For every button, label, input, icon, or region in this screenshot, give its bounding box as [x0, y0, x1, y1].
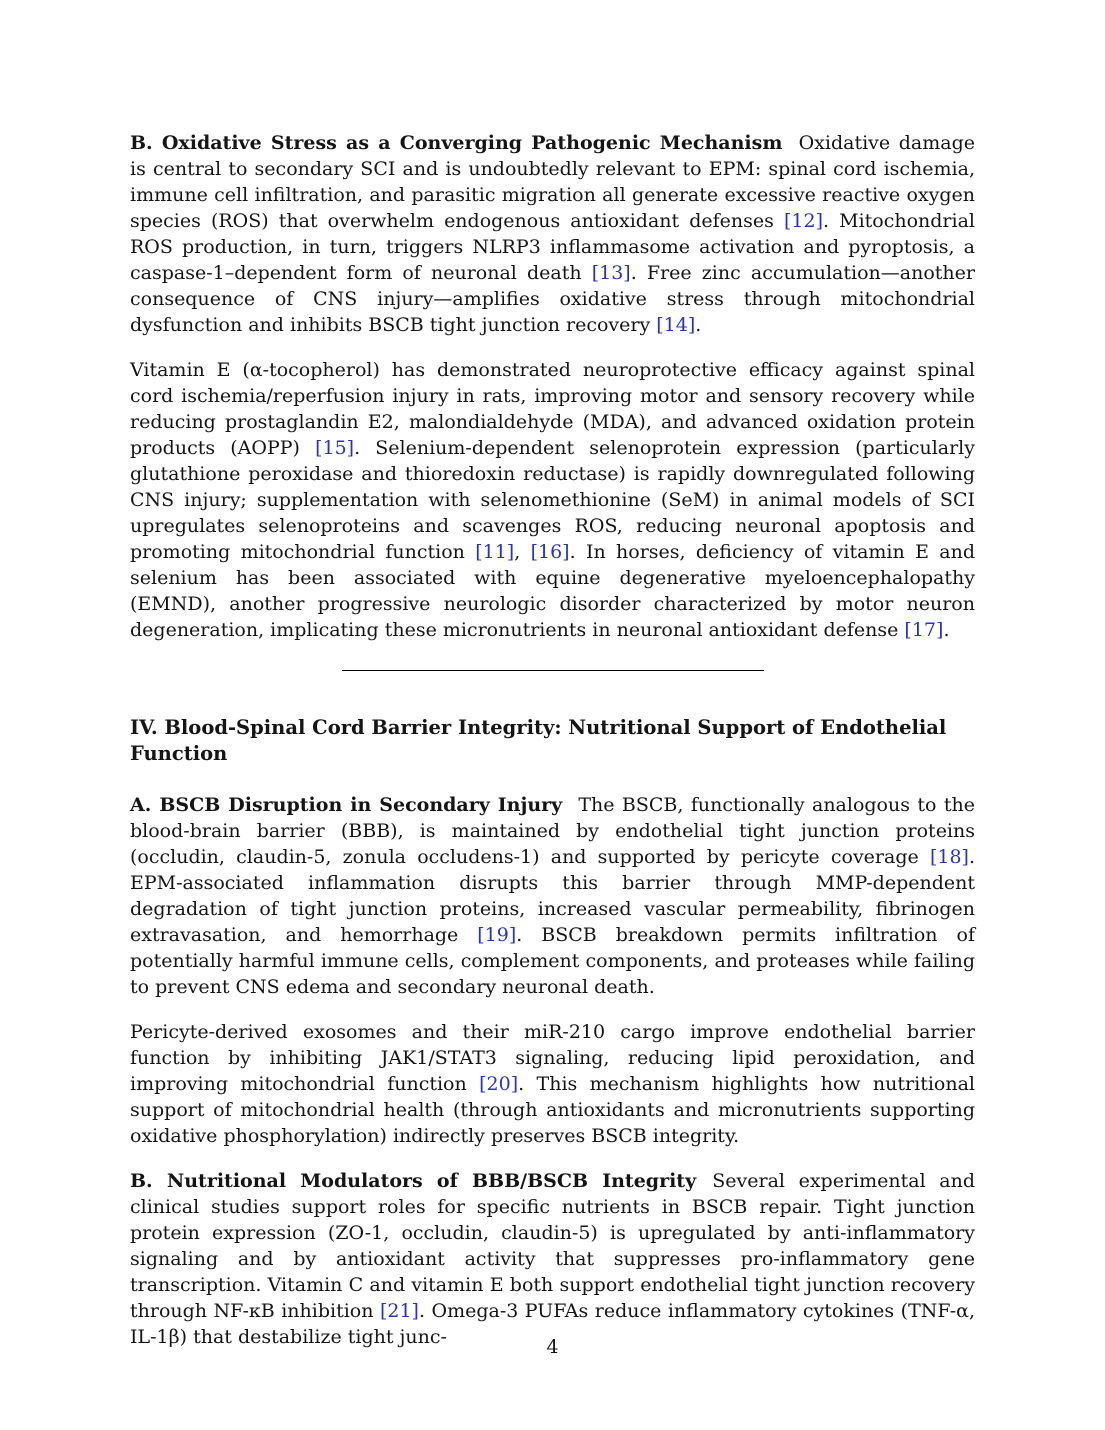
body-text: . This mechanism highlights how nutritional support of mitochondrial health (through antioxidants and micronutrients supporting oxidative phosphorylation) indirectly preserves BSCB integrity.	[130, 1073, 975, 1147]
body-text: . EPM-associated inflammation disrupts this barrier through MMP-dependent degradation of tight junction proteins, increased vascular permeability, fibrinogen extravasation, and hemorrhage	[130, 846, 975, 946]
citation-link-12[interactable]: [12]	[783, 210, 823, 232]
text-column	[130, 130, 975, 1350]
paragraph-bscb-disruption	[130, 792, 975, 1000]
citation-link-14[interactable]: [14]	[656, 314, 696, 336]
body-text: ,	[514, 541, 531, 563]
body-text: . BSCB breakdown permits infiltration of potentially harmful immune cells, complement components, and proteases while failing to prevent CNS edema and secondary neuronal death.	[130, 924, 975, 998]
run-in-heading-nutritional-modulators: B. Nutritional Modulators of BBB/BSCB Integrity	[130, 1170, 697, 1192]
citation-link-19[interactable]: [19]	[477, 924, 517, 946]
run-in-heading-bscb-disruption: A. BSCB Disruption in Secondary Injury	[130, 794, 563, 816]
page-number: 4	[546, 1336, 559, 1358]
body-text: . Free zinc accumulation—another consequence of CNS injury—amplifies oxidative stress through mitochondrial dysfunction and inhibits BSCB tight junction recovery	[130, 262, 975, 336]
paragraph-vitamin-e-selenium	[130, 357, 975, 643]
citation-link-21[interactable]: [21]	[379, 1300, 419, 1322]
paragraph-nutritional-modulators	[130, 1168, 975, 1350]
body-text: . In horses, deficiency of vitamin E and selenium has been associated with equine degenerative myeloencephalopathy (EMND), another progressive neurologic disorder characterized by motor neuron degeneration, implicating these micronutrients in neuronal antioxidant defense	[130, 541, 975, 641]
body-text: Pericyte-derived exosomes and their miR-210 cargo improve endothelial barrier function by inhibiting JAK1/STAT3 signaling, reducing lipid peroxidation, and improving mitochondrial function	[130, 1021, 975, 1095]
citation-link-16[interactable]: [16]	[530, 541, 570, 563]
body-text: .	[695, 314, 702, 336]
citation-link-11[interactable]: [11]	[475, 541, 515, 563]
body-text: The BSCB, functionally analogous to the blood-brain barrier (BBB), is maintained by endothelial tight junction proteins (occludin, claudin-5, zonula occludens-1) and supported by pericyte coverage	[130, 794, 975, 868]
citation-link-18[interactable]: [18]	[929, 846, 969, 868]
section-heading-iv: IV. Blood-Spinal Cord Barrier Integrity: Nutritional Support of Endothelial Function	[130, 716, 947, 765]
body-text: . Mitochondrial ROS production, in turn, triggers NLRP3 inflammasome activation and pyroptosis, a caspase-1–dependent form of neuronal death	[130, 210, 975, 284]
citation-link-20[interactable]: [20]	[479, 1073, 519, 1095]
body-text: .	[943, 619, 950, 641]
citation-link-13[interactable]: [13]	[591, 262, 631, 284]
body-text: Oxidative damage is central to secondary SCI and is undoubtedly relevant to EPM: spinal cord ischemia, immune cell infiltration, and parasitic migration all generate excessive reactive oxygen species (ROS) that overwhelm endogenous antioxidant defenses	[130, 132, 975, 232]
citation-link-17[interactable]: [17]	[904, 619, 944, 641]
body-text: . Selenium-dependent selenoprotein expression (particularly glutathione peroxidase and thioredoxin reductase) is rapidly downregulated following CNS injury; supplementation with selenomethionine (SeM) in animal models of SCI upregulates selenoproteins and scavenges ROS, reducing neuronal apoptosis and promoting mitochondrial function	[130, 437, 975, 563]
paragraph-pericyte-exosomes	[130, 1019, 975, 1149]
body-text: . Omega-3 PUFAs reduce inflammatory cytokines (TNF-α, IL-1β) that destabilize tight junc-	[130, 1300, 975, 1348]
section-divider-rule	[342, 670, 764, 671]
body-text: Vitamin E (α-tocopherol) has demonstrated neuroprotective efficacy against spinal cord ischemia/reperfusion injury in rats, improving motor and sensory recovery while reducing prostaglandin E2, malondialdehyde (MDA), and advanced oxidation protein products (AOPP)	[130, 359, 975, 459]
run-in-heading-oxidative-stress: B. Oxidative Stress as a Converging Pathogenic Mechanism	[130, 132, 783, 154]
paragraph-oxidative-stress	[130, 130, 975, 338]
citation-link-15[interactable]: [15]	[315, 437, 355, 459]
body-text: Several experimental and clinical studies support roles for specific nutrients in BSCB repair. Tight junction protein expression (ZO-1, occludin, claudin-5) is upregulated by anti-inflammatory signaling and by antioxidant activity that suppresses pro-inflammatory gene transcription. Vitamin C and vitamin E both support endothelial tight junction recovery through NF-κB inhibition	[130, 1170, 975, 1322]
